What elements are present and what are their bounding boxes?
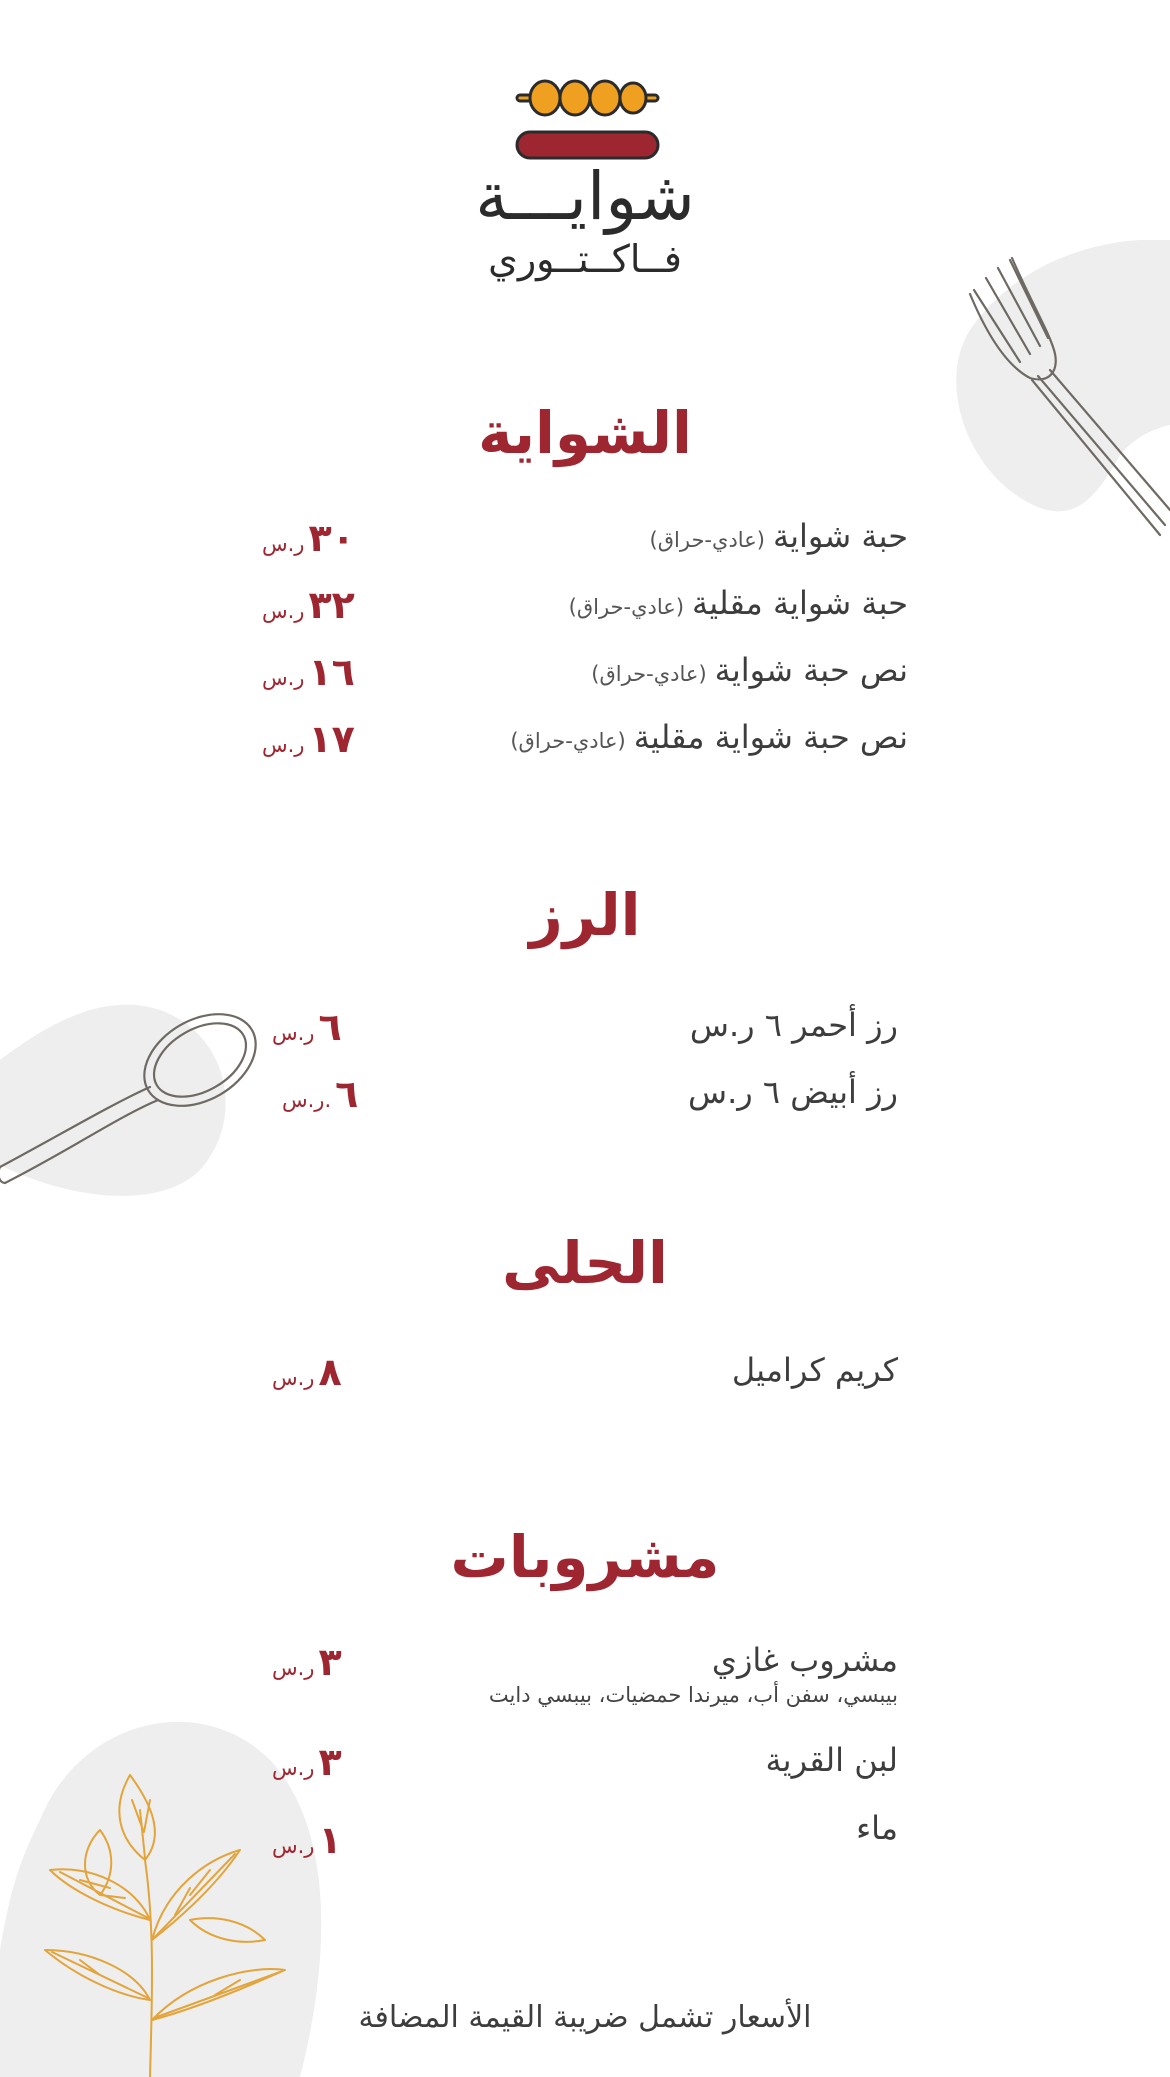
grill-bar-icon bbox=[515, 130, 660, 160]
skewer-icon bbox=[515, 78, 660, 118]
menu-item-price: ٣٢ر.س bbox=[262, 583, 355, 627]
menu-item-price: ٣ر.س bbox=[272, 1640, 342, 1684]
menu-item-price: ٣ر.س bbox=[272, 1740, 342, 1784]
menu-item-price: ٦.ر.س bbox=[282, 1072, 359, 1116]
menu-item-name: نص حبة شواية(عادي-حراق) bbox=[591, 651, 908, 689]
fork-icon bbox=[960, 250, 1170, 540]
menu-item-description: بيبسي، سفن أب، ميرندا حمضيات، بيبسي دايت bbox=[488, 1683, 898, 1707]
section-title-desserts: الحلى bbox=[502, 1229, 668, 1297]
brand-logo bbox=[440, 70, 730, 290]
spoon-icon bbox=[0, 1005, 260, 1195]
section-title-rice: الرز bbox=[529, 881, 641, 949]
menu-item-price: ١٧ر.س bbox=[262, 717, 355, 761]
brand-tagline: فــاكــتــوري bbox=[488, 237, 682, 281]
menu-item-price: ٣٠ر.س bbox=[262, 516, 355, 560]
menu-item-name: لبن القرية bbox=[765, 1741, 898, 1779]
vat-note: الأسعار تشمل ضريبة القيمة المضافة bbox=[358, 2000, 812, 2035]
menu-item-name: رز أحمر ٦ ر.س bbox=[689, 1006, 898, 1044]
menu-item-name: حبة شواية مقلية(عادي-حراق) bbox=[568, 584, 908, 622]
menu-item-price: ١٦ر.س bbox=[262, 650, 355, 694]
menu-item-name: رز أبيض ٦ ر.س bbox=[688, 1073, 898, 1111]
menu-item-name: حبة شواية(عادي-حراق) bbox=[649, 517, 908, 555]
brand-name: شوايـــة bbox=[475, 158, 695, 235]
menu-item-name: ماء bbox=[856, 1809, 898, 1847]
menu-item-price: ١ر.س bbox=[272, 1818, 342, 1862]
section-title-shawaya: الشواية bbox=[478, 399, 692, 467]
menu-item-name: كريم كراميل bbox=[731, 1351, 898, 1389]
menu-item-name: نص حبة شواية مقلية(عادي-حراق) bbox=[510, 718, 908, 756]
menu-item-price: ٨ر.س bbox=[272, 1350, 342, 1394]
menu-item-name: مشروب غازي bbox=[711, 1641, 898, 1679]
menu-item-price: ٦ر.س bbox=[272, 1005, 342, 1049]
section-title-drinks: مشروبات bbox=[450, 1523, 720, 1591]
